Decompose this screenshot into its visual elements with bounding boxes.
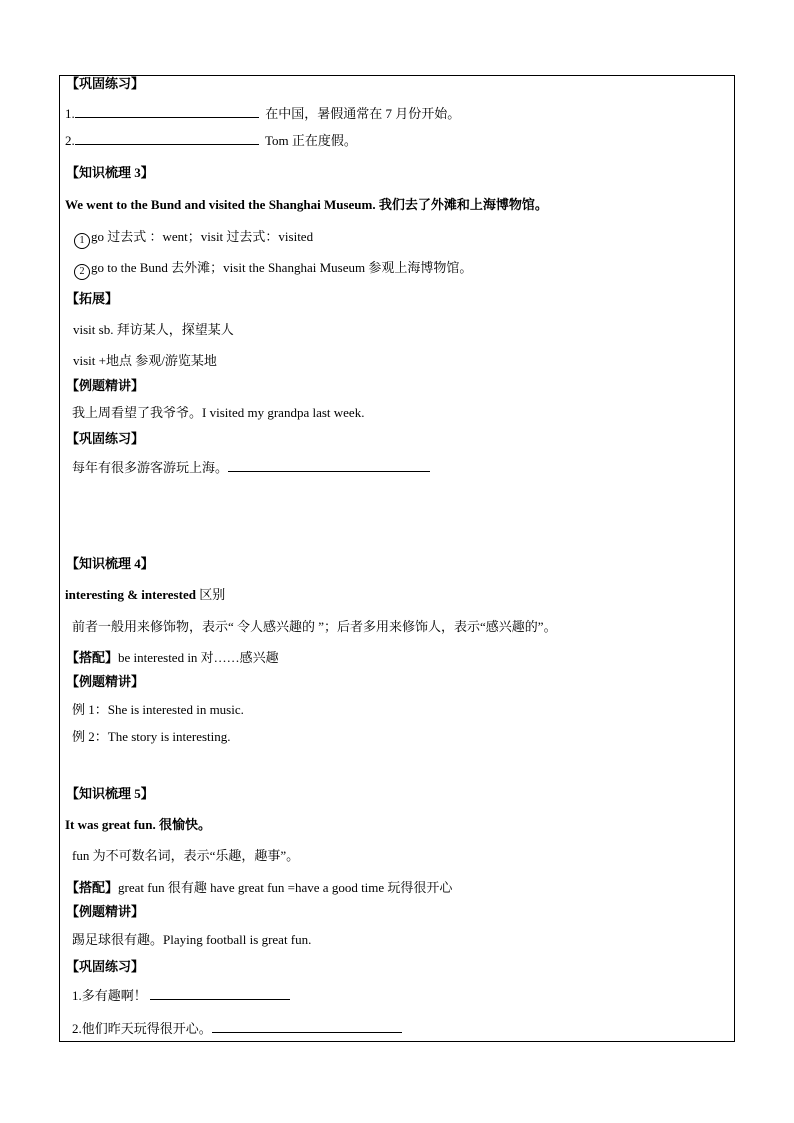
collocation-label: 【搭配】 bbox=[66, 650, 119, 665]
key-sentence-en: It was great fun. bbox=[65, 817, 156, 832]
answer-blank[interactable] bbox=[150, 987, 290, 1000]
section-heading: 【拓展】 bbox=[66, 291, 119, 306]
answer-blank[interactable] bbox=[228, 459, 430, 472]
key-sentence-zh: 很愉快。 bbox=[159, 817, 212, 832]
example-text: 例 2：The story is interesting. bbox=[72, 729, 231, 744]
example-text: 例 1：She is interested in music. bbox=[72, 702, 244, 717]
exercise-line bbox=[72, 459, 430, 476]
section-heading: 【例题精讲】 bbox=[66, 378, 145, 393]
section-heading: 【知识梳理 3】 bbox=[66, 165, 154, 180]
section-heading: 【巩固练习】 bbox=[66, 431, 145, 446]
exercise-line bbox=[65, 105, 460, 122]
note-text: go 过去式 ：went；visit 过去式：visited bbox=[91, 229, 314, 244]
note-item bbox=[74, 260, 472, 280]
key-sentence-en: We went to the Bund and visited the Shanghai Museum. bbox=[65, 197, 376, 212]
collocation-label: 【搭配】 bbox=[66, 880, 119, 895]
section-heading: 【巩固练习】 bbox=[66, 959, 145, 974]
key-sentence-zh: 我们去了外滩和上海博物馆。 bbox=[378, 197, 548, 212]
collocation bbox=[66, 650, 279, 666]
explanation: 前者一般用来修饰物，表示“ 令人感兴趣的 ”；后者多用来修饰人，表示“感兴趣的”。 bbox=[72, 619, 557, 634]
section-heading: 【例题精讲】 bbox=[66, 904, 145, 919]
question-text: Tom 正在度假。 bbox=[265, 133, 357, 148]
worksheet-frame bbox=[59, 75, 735, 1042]
question-number: 1. bbox=[65, 106, 75, 121]
note-item bbox=[74, 229, 313, 249]
question-text: 在中国，暑假通常在 7 月份开始。 bbox=[265, 106, 461, 121]
section-heading: 【巩固练习】 bbox=[66, 76, 145, 91]
explanation: fun 为不可数名词，表示“乐趣，趣事”。 bbox=[72, 848, 300, 863]
key-sentence bbox=[65, 817, 211, 833]
section-heading: 【例题精讲】 bbox=[66, 674, 145, 689]
exercise-line bbox=[72, 987, 290, 1004]
example-text: 踢足球很有趣。Playing football is great fun. bbox=[72, 932, 312, 947]
topic-title-en: interesting & interested bbox=[65, 587, 196, 602]
circled-number-1: 1 bbox=[74, 233, 90, 249]
question-text: 1.多有趣啊！ bbox=[72, 988, 147, 1003]
answer-blank[interactable] bbox=[212, 1020, 402, 1033]
topic-title-zh: 区别 bbox=[199, 587, 226, 602]
answer-blank[interactable] bbox=[75, 105, 259, 118]
question-text: 每年有很多游客游玩上海。 bbox=[72, 460, 229, 475]
topic-title bbox=[65, 587, 225, 603]
note-text: go to the Bund 去外滩；visit the Shanghai Museum 参观上海博物馆。 bbox=[91, 260, 473, 275]
collocation-text: great fun 很有趣 have great fun =have a good time 玩得很开心 bbox=[118, 880, 453, 895]
collocation bbox=[66, 880, 452, 896]
key-sentence bbox=[65, 197, 548, 213]
extension-item: visit +地点 参观/游览某地 bbox=[73, 353, 217, 368]
extension-item: visit sb. 拜访某人，探望某人 bbox=[73, 322, 234, 337]
example-text: 我上周看望了我爷爷。I visited my grandpa last week. bbox=[72, 405, 365, 420]
exercise-line bbox=[65, 132, 357, 149]
question-text: 2.他们昨天玩得很开心。 bbox=[72, 1021, 212, 1036]
section-heading: 【知识梳理 4】 bbox=[66, 556, 154, 571]
exercise-line bbox=[72, 1020, 402, 1037]
circled-number-2: 2 bbox=[74, 264, 90, 280]
section-heading: 【知识梳理 5】 bbox=[66, 786, 154, 801]
question-number: 2. bbox=[65, 133, 75, 148]
answer-blank[interactable] bbox=[75, 132, 259, 145]
collocation-text: be interested in 对……感兴趣 bbox=[118, 650, 279, 665]
